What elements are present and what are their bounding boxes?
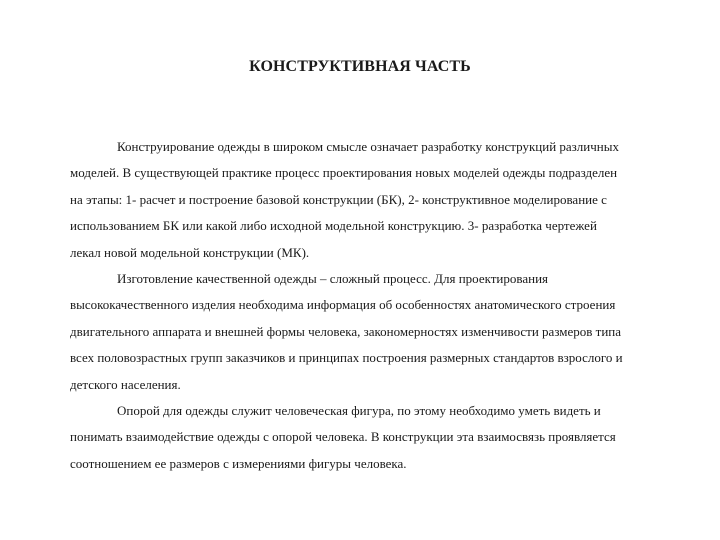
paragraph-design-definition [70, 134, 670, 266]
text-line: двигательного аппарата и внешней формы человека, закономерностях изменчивости размеров типа [70, 323, 622, 339]
text-line: понимать взаимодействие одежды с опорой человека. В конструкции эта взаимосвязь проявляется [70, 429, 616, 445]
text-line: использованием БК или какой либо исходной модельной конструкцию. 3- разработка чертежей [70, 218, 597, 234]
text-line: Изготовление качественной одежды – сложный процесс. Для проектирования [117, 270, 549, 286]
text-line: лекал новой модельной конструкции (МК). [70, 244, 310, 260]
text-line: моделей. В существующей практике процесс проектирования новых моделей одежды подразделен [70, 165, 618, 181]
text-line: всех половозрастных групп заказчиков и принципах построения размерных стандартов взрослого и [70, 350, 623, 366]
text-line: Конструирование одежды в широком смысле означает разработку конструкций различных [117, 139, 619, 154]
page-title: КОНСТРУКТИВНАЯ ЧАСТЬ [249, 58, 471, 75]
text-line: на этапы: 1- расчет и построение базовой конструкции (БК), 2- конструктивное моделирование с [70, 191, 607, 207]
text-line: Опорой для одежды служит человеческая фигура, по этому необходимо уметь видеть и [117, 402, 601, 418]
text-line: детского населения. [70, 376, 181, 392]
paragraph-quality-clothing [70, 266, 670, 398]
text-line: высококачественного изделия необходима информация об особенностях анатомического строения [70, 297, 616, 313]
text-line: соотношением ее размеров с измерениями фигуры человека. [70, 455, 407, 471]
document-body [70, 134, 670, 477]
paragraph-human-figure [70, 398, 670, 477]
